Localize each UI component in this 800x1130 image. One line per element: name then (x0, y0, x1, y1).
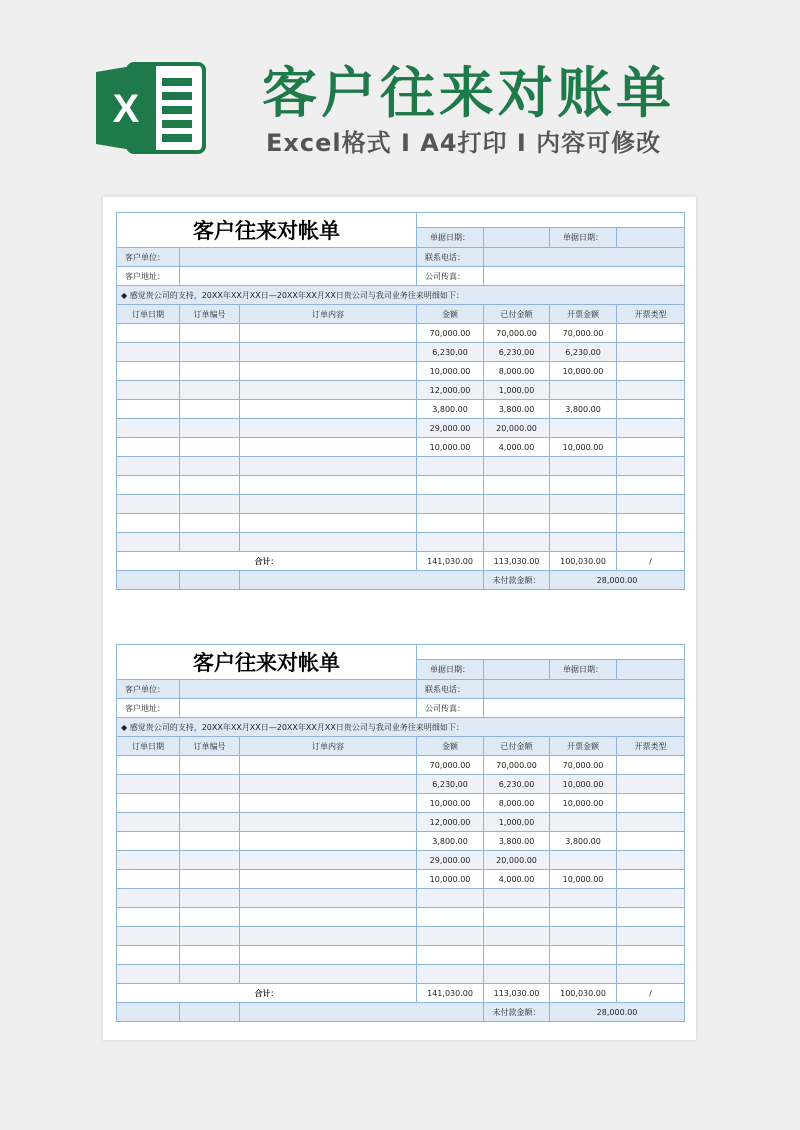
table-cell[interactable] (117, 533, 180, 552)
table-cell[interactable] (550, 495, 617, 514)
table-row (117, 400, 685, 419)
total-row (117, 984, 685, 1003)
table-cell[interactable] (117, 476, 180, 495)
table-cell[interactable] (117, 381, 180, 400)
table-row (117, 908, 685, 927)
table-cell[interactable] (484, 514, 550, 533)
total-row (117, 552, 685, 571)
table-cell[interactable] (180, 965, 240, 984)
table-cell[interactable] (417, 946, 484, 965)
table-cell[interactable]: 6,230.00 (417, 343, 484, 362)
table-cell[interactable] (617, 794, 685, 813)
table-cell[interactable]: 8,000.00 (484, 362, 550, 381)
column-header: 订单内容 (240, 305, 417, 324)
table-cell[interactable] (617, 870, 685, 889)
table-row (117, 927, 685, 946)
table-cell[interactable] (617, 400, 685, 419)
table-cell[interactable] (617, 908, 685, 927)
blank-cell (117, 1003, 180, 1022)
table-cell[interactable]: 70,000.00 (550, 756, 617, 775)
table-cell[interactable]: 20,000.00 (484, 851, 550, 870)
blank-cell (240, 1003, 484, 1022)
document-sheet (103, 197, 696, 1040)
unpaid-row (117, 1003, 685, 1022)
table-cell[interactable] (617, 533, 685, 552)
table-cell[interactable] (180, 946, 240, 965)
table-cell[interactable] (417, 533, 484, 552)
table-cell[interactable]: 10,000.00 (550, 870, 617, 889)
table-row (117, 419, 685, 438)
table-cell[interactable] (617, 965, 685, 984)
table-row (117, 851, 685, 870)
table-cell[interactable] (484, 927, 550, 946)
table-cell[interactable]: 1,000.00 (484, 381, 550, 400)
table-cell[interactable] (117, 965, 180, 984)
table-cell[interactable] (117, 946, 180, 965)
table-cell[interactable] (484, 908, 550, 927)
statement-table (116, 212, 685, 590)
table-cell[interactable] (550, 927, 617, 946)
table-cell[interactable] (484, 476, 550, 495)
total-amount: 141,030.00 (417, 552, 484, 571)
table-cell[interactable]: 3,800.00 (550, 832, 617, 851)
blank-cell (180, 571, 240, 590)
table-cell[interactable] (180, 775, 240, 794)
table-cell[interactable] (484, 495, 550, 514)
statement-form-1 (116, 212, 684, 590)
table-cell[interactable] (180, 927, 240, 946)
table-cell[interactable] (240, 533, 417, 552)
unpaid-amount: 28,000.00 (550, 571, 685, 590)
table-cell[interactable] (117, 870, 180, 889)
table-cell[interactable] (117, 419, 180, 438)
table-cell[interactable] (117, 775, 180, 794)
total-invoiced: 100,030.00 (550, 984, 617, 1003)
table-cell[interactable] (117, 514, 180, 533)
table-cell[interactable]: 10,000.00 (417, 438, 484, 457)
table-cell[interactable] (180, 813, 240, 832)
table-cell[interactable] (240, 400, 417, 419)
statement-table (116, 644, 685, 1022)
table-cell[interactable] (180, 343, 240, 362)
table-cell[interactable] (240, 514, 417, 533)
table-cell[interactable]: 1,000.00 (484, 813, 550, 832)
table-cell[interactable] (484, 965, 550, 984)
column-header: 开票类型 (617, 737, 685, 756)
table-cell[interactable] (240, 362, 417, 381)
table-cell[interactable] (550, 908, 617, 927)
table-cell[interactable] (550, 457, 617, 476)
table-row (117, 362, 685, 381)
table-cell[interactable] (417, 927, 484, 946)
table-cell[interactable] (180, 419, 240, 438)
table-cell[interactable] (240, 908, 417, 927)
statement-form-2 (116, 644, 684, 1022)
total-paid: 113,030.00 (484, 984, 550, 1003)
table-cell[interactable] (550, 476, 617, 495)
table-cell[interactable]: 29,000.00 (417, 851, 484, 870)
table-row (117, 438, 685, 457)
table-cell[interactable] (240, 381, 417, 400)
table-row (117, 965, 685, 984)
doc-date-label: 单据日期： (417, 660, 484, 680)
table-cell[interactable] (240, 889, 417, 908)
table-cell[interactable] (417, 457, 484, 476)
customer-unit-label: 客户单位： (117, 248, 180, 267)
table-cell[interactable]: 10,000.00 (417, 870, 484, 889)
column-header: 已付金额 (484, 305, 550, 324)
doc-date-value[interactable] (484, 660, 550, 680)
table-cell[interactable] (180, 495, 240, 514)
doc-date-label-2: 单据日期： (550, 228, 617, 248)
table-cell[interactable] (117, 927, 180, 946)
table-cell[interactable] (417, 495, 484, 514)
table-cell[interactable] (117, 324, 180, 343)
table-cell[interactable]: 10,000.00 (417, 362, 484, 381)
customer-address-field[interactable] (180, 267, 417, 286)
unpaid-row (117, 571, 685, 590)
table-cell[interactable]: 29,000.00 (417, 419, 484, 438)
table-cell[interactable] (417, 476, 484, 495)
table-cell[interactable]: 10,000.00 (550, 794, 617, 813)
table-cell[interactable] (550, 533, 617, 552)
table-cell[interactable] (180, 362, 240, 381)
table-cell[interactable] (484, 457, 550, 476)
table-cell[interactable]: 6,230.00 (550, 343, 617, 362)
phone-field[interactable] (484, 680, 685, 699)
table-cell[interactable] (617, 362, 685, 381)
table-row (117, 381, 685, 400)
table-cell[interactable] (180, 832, 240, 851)
table-cell[interactable] (117, 756, 180, 775)
form-title: 客户往来对帐单 (117, 213, 417, 248)
table-cell[interactable] (417, 908, 484, 927)
table-cell[interactable] (550, 889, 617, 908)
table-cell[interactable] (240, 457, 417, 476)
table-row (117, 870, 685, 889)
phone-label: 联系电话： (417, 248, 484, 267)
column-header: 订单日期 (117, 737, 180, 756)
unpaid-amount: 28,000.00 (550, 1003, 685, 1022)
table-cell[interactable] (240, 495, 417, 514)
table-row (117, 813, 685, 832)
table-row (117, 794, 685, 813)
doc-date-value-2[interactable] (617, 660, 685, 680)
table-cell[interactable] (180, 533, 240, 552)
table-cell[interactable] (617, 495, 685, 514)
table-cell[interactable]: 70,000.00 (484, 324, 550, 343)
column-header: 已付金额 (484, 737, 550, 756)
table-cell[interactable] (240, 419, 417, 438)
table-row (117, 495, 685, 514)
table-cell[interactable] (550, 381, 617, 400)
table-cell[interactable] (240, 438, 417, 457)
table-cell[interactable] (617, 514, 685, 533)
table-cell[interactable] (180, 476, 240, 495)
table-cell[interactable] (180, 514, 240, 533)
table-cell[interactable]: 8,000.00 (484, 794, 550, 813)
table-cell[interactable]: 70,000.00 (417, 324, 484, 343)
table-cell[interactable] (617, 756, 685, 775)
column-header: 金额 (417, 737, 484, 756)
table-cell[interactable] (550, 813, 617, 832)
table-cell[interactable] (617, 343, 685, 362)
column-header: 开票金额 (550, 305, 617, 324)
blank-cell (117, 571, 180, 590)
total-invoice-type: / (617, 984, 685, 1003)
table-cell[interactable] (417, 514, 484, 533)
table-cell[interactable] (180, 324, 240, 343)
table-row (117, 476, 685, 495)
table-row (117, 889, 685, 908)
table-cell[interactable] (240, 775, 417, 794)
table-cell[interactable] (484, 889, 550, 908)
total-amount: 141,030.00 (417, 984, 484, 1003)
table-cell[interactable]: 3,800.00 (417, 832, 484, 851)
table-cell[interactable]: 3,800.00 (484, 400, 550, 419)
table-cell[interactable] (117, 400, 180, 419)
total-label: 合计： (117, 984, 417, 1003)
form-title: 客户往来对帐单 (117, 645, 417, 680)
table-cell[interactable] (117, 438, 180, 457)
table-cell[interactable] (617, 476, 685, 495)
column-header: 订单编号 (180, 305, 240, 324)
table-cell[interactable]: 12,000.00 (417, 381, 484, 400)
table-cell[interactable] (617, 324, 685, 343)
total-invoice-type: / (617, 552, 685, 571)
table-cell[interactable] (117, 794, 180, 813)
statement-note: ◆ 感觉贵公司的支持，20XX年XX月XX日—20XX年XX月XX日贵公司与我司业务往来明细如下： (117, 718, 685, 737)
table-cell[interactable] (117, 889, 180, 908)
table-cell[interactable]: 3,800.00 (417, 400, 484, 419)
table-cell[interactable]: 6,230.00 (484, 343, 550, 362)
customer-unit-field[interactable] (180, 248, 417, 267)
table-cell[interactable] (617, 419, 685, 438)
table-cell[interactable] (240, 851, 417, 870)
column-header: 开票类型 (617, 305, 685, 324)
table-cell[interactable]: 70,000.00 (484, 756, 550, 775)
table-row (117, 832, 685, 851)
table-cell[interactable] (550, 419, 617, 438)
table-row (117, 324, 685, 343)
fax-field[interactable] (484, 699, 685, 718)
fax-label: 公司传真： (417, 267, 484, 286)
table-row (117, 946, 685, 965)
table-cell[interactable] (240, 832, 417, 851)
table-cell[interactable] (240, 965, 417, 984)
table-cell[interactable] (240, 794, 417, 813)
table-cell[interactable] (617, 438, 685, 457)
table-cell[interactable] (484, 946, 550, 965)
banner-title: 客户往来对账单 (262, 61, 676, 125)
excel-logo-icon (92, 58, 208, 158)
table-cell[interactable]: 10,000.00 (417, 794, 484, 813)
table-cell[interactable] (240, 343, 417, 362)
doc-date-label-2: 单据日期： (550, 660, 617, 680)
table-cell[interactable] (180, 889, 240, 908)
table-row (117, 756, 685, 775)
column-header: 开票金额 (550, 737, 617, 756)
table-row (117, 514, 685, 533)
customer-address-label: 客户地址： (117, 699, 180, 718)
table-cell[interactable] (117, 832, 180, 851)
customer-address-label: 客户地址： (117, 267, 180, 286)
table-cell[interactable] (240, 324, 417, 343)
table-cell[interactable]: 10,000.00 (550, 438, 617, 457)
table-row (117, 457, 685, 476)
table-cell[interactable] (484, 533, 550, 552)
phone-field[interactable] (484, 248, 685, 267)
table-cell[interactable] (117, 813, 180, 832)
table-row (117, 533, 685, 552)
table-cell[interactable]: 4,000.00 (484, 438, 550, 457)
table-cell[interactable] (550, 851, 617, 870)
column-header: 金额 (417, 305, 484, 324)
column-header: 订单日期 (117, 305, 180, 324)
column-header: 订单内容 (240, 737, 417, 756)
table-cell[interactable]: 70,000.00 (417, 756, 484, 775)
unpaid-label: 未付款金额： (484, 1003, 550, 1022)
table-cell[interactable] (117, 908, 180, 927)
table-cell[interactable] (240, 756, 417, 775)
table-cell[interactable] (617, 927, 685, 946)
table-cell[interactable]: 6,230.00 (417, 775, 484, 794)
table-cell[interactable]: 3,800.00 (550, 400, 617, 419)
doc-date-value[interactable] (484, 228, 550, 248)
unpaid-label: 未付款金额： (484, 571, 550, 590)
customer-unit-field[interactable] (180, 680, 417, 699)
total-invoiced: 100,030.00 (550, 552, 617, 571)
fax-field[interactable] (484, 267, 685, 286)
table-cell[interactable] (617, 775, 685, 794)
table-cell[interactable]: 12,000.00 (417, 813, 484, 832)
total-paid: 113,030.00 (484, 552, 550, 571)
table-cell[interactable] (617, 381, 685, 400)
table-cell[interactable] (617, 832, 685, 851)
header-blank-cell (417, 213, 685, 228)
table-cell[interactable] (117, 362, 180, 381)
table-cell[interactable] (417, 965, 484, 984)
table-cell[interactable] (240, 813, 417, 832)
table-cell[interactable] (240, 476, 417, 495)
table-row (117, 343, 685, 362)
total-label: 合计： (117, 552, 417, 571)
table-cell[interactable] (180, 457, 240, 476)
doc-date-value-2[interactable] (617, 228, 685, 248)
table-cell[interactable] (550, 946, 617, 965)
table-cell[interactable] (180, 381, 240, 400)
table-cell[interactable] (180, 851, 240, 870)
table-cell[interactable]: 70,000.00 (550, 324, 617, 343)
table-cell[interactable] (180, 438, 240, 457)
banner-subtitle: Excel格式 I A4打印 I 内容可修改 (266, 129, 662, 157)
table-cell[interactable]: 6,230.00 (484, 775, 550, 794)
table-cell[interactable] (117, 343, 180, 362)
header-blank-cell (417, 645, 685, 660)
table-cell[interactable]: 10,000.00 (550, 362, 617, 381)
table-cell[interactable] (117, 457, 180, 476)
blank-cell (180, 1003, 240, 1022)
table-cell[interactable] (117, 495, 180, 514)
table-cell[interactable] (180, 400, 240, 419)
table-cell[interactable]: 20,000.00 (484, 419, 550, 438)
table-cell[interactable] (180, 870, 240, 889)
fax-label: 公司传真： (417, 699, 484, 718)
table-cell[interactable] (180, 908, 240, 927)
table-cell[interactable] (550, 965, 617, 984)
table-cell[interactable] (617, 813, 685, 832)
table-cell[interactable] (617, 946, 685, 965)
statement-note: ◆ 感觉贵公司的支持，20XX年XX月XX日—20XX年XX月XX日贵公司与我司业务往来明细如下： (117, 286, 685, 305)
table-cell[interactable] (180, 794, 240, 813)
table-cell[interactable] (617, 851, 685, 870)
table-cell[interactable] (617, 889, 685, 908)
doc-date-label: 单据日期： (417, 228, 484, 248)
table-cell[interactable]: 4,000.00 (484, 870, 550, 889)
column-header: 订单编号 (180, 737, 240, 756)
customer-unit-label: 客户单位： (117, 680, 180, 699)
customer-address-field[interactable] (180, 699, 417, 718)
phone-label: 联系电话： (417, 680, 484, 699)
table-cell[interactable] (240, 870, 417, 889)
table-row (117, 775, 685, 794)
table-cell[interactable]: 3,800.00 (484, 832, 550, 851)
table-cell[interactable] (617, 457, 685, 476)
table-cell[interactable] (180, 756, 240, 775)
table-cell[interactable] (550, 514, 617, 533)
table-cell[interactable] (117, 851, 180, 870)
table-cell[interactable] (240, 946, 417, 965)
table-cell[interactable] (240, 927, 417, 946)
logo-letter: X (112, 87, 140, 131)
blank-cell (240, 571, 484, 590)
table-cell[interactable] (417, 889, 484, 908)
table-cell[interactable]: 10,000.00 (550, 775, 617, 794)
